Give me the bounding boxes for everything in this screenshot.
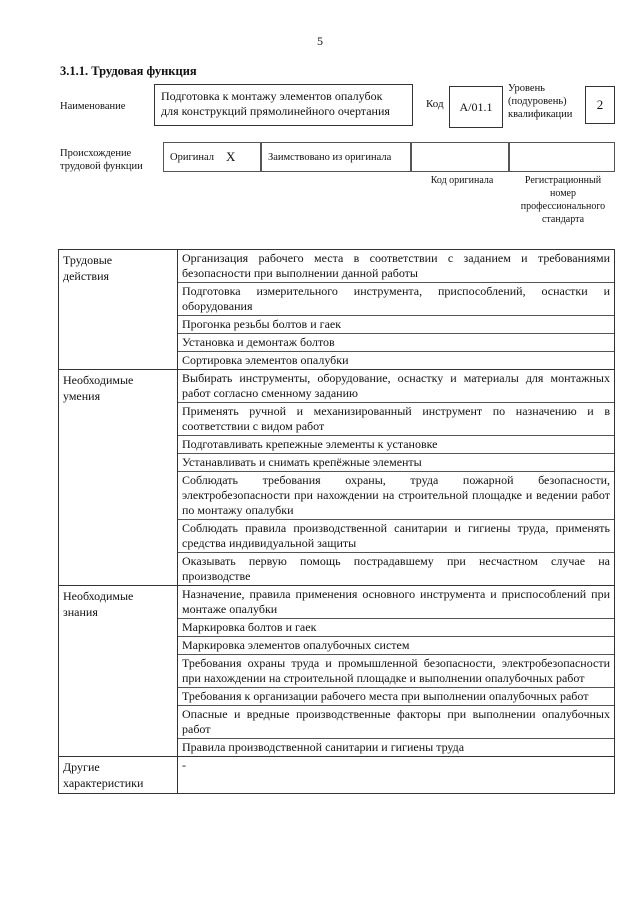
reg-number-caption [510, 174, 616, 226]
table-row-knowledge [59, 586, 615, 757]
category-cell [59, 370, 178, 586]
original-label: Оригинал [170, 151, 214, 163]
list-item: Установка и демонтаж болтов [178, 334, 614, 352]
items-cell [178, 250, 615, 370]
code-original-caption: Код оригинала [430, 175, 494, 186]
list-item: Применять ручной и механизированный инструмент по назначению и в соответствии с видом работ [178, 403, 614, 436]
level-value: 2 [596, 97, 604, 112]
list-item: Соблюдать правила производственной санитарии и гигиены труда, применять средства индивидуальной защиты [178, 520, 614, 553]
category-line2: знания [63, 605, 98, 619]
level-box [585, 86, 615, 124]
function-name-box [154, 84, 413, 126]
original-mark: X [226, 149, 236, 164]
code-original-cell [411, 142, 509, 172]
category-line2: характеристики [63, 776, 144, 790]
reg-caption-line3: профессионального [520, 201, 606, 212]
code-label: Код [426, 98, 444, 110]
origin-label-line1: Происхождение [60, 148, 132, 159]
list-item: Требования охраны труда и промышленной безопасности, электробезопасности при нахождении на строительной площадке и выполнении опалубочных работ [178, 655, 614, 688]
category-cell [59, 586, 178, 757]
list-item: Устанавливать и снимать крепёжные элементы [178, 454, 614, 472]
function-name-line2: для конструкций прямолинейного очертания [161, 104, 390, 118]
reg-caption-line1: Регистрационный [524, 175, 602, 186]
reg-caption-line4: стандарта [541, 214, 585, 225]
category-line2: действия [63, 269, 110, 283]
table-row-labor-actions [59, 250, 615, 370]
origin-row [163, 142, 615, 172]
table-row-other [59, 757, 615, 794]
list-item: Подготавливать крепежные элементы к установке [178, 436, 614, 454]
section-title: 3.1.1. Трудовая функция [60, 64, 197, 78]
list-item: Организация рабочего места в соответствии с заданием и требованиями безопасности при выполнении данной работы [178, 250, 614, 283]
reg-number-cell [509, 142, 615, 172]
list-item: Правила производственной санитарии и гигиены труда [182, 740, 465, 754]
list-item: Назначение, правила применения основного инструмента и приспособлений при монтаже опалубки [178, 586, 614, 619]
list-item: Подготовка измерительного инструмента, приспособлений, оснастки и оборудования [178, 283, 614, 316]
list-item: Оказывать первую помощь пострадавшему при несчастном случае на производстве [182, 554, 610, 583]
origin-label-line2: трудовой функции [60, 161, 143, 172]
code-box [449, 86, 503, 128]
level-label-line2: (подуровень) [508, 96, 567, 107]
category-line1: Необходимые [63, 589, 134, 603]
table-row-skills [59, 370, 615, 586]
items-cell [178, 586, 615, 757]
level-label-line1: Уровень [508, 83, 545, 94]
level-label-line3: квалификации [508, 109, 573, 120]
list-item: Прогонка резьбы болтов и гаек [178, 316, 614, 334]
origin-label [60, 147, 143, 173]
list-item: - [182, 758, 186, 772]
items-cell [178, 370, 615, 586]
code-value: A/01.1 [459, 99, 493, 114]
level-label [508, 82, 580, 121]
category-line2: умения [63, 389, 101, 403]
category-line1: Необходимые [63, 373, 134, 387]
borrowed-cell: Заимствовано из оригинала [261, 142, 411, 172]
category-cell [59, 250, 178, 370]
category-line1: Другие [63, 760, 100, 774]
original-cell [163, 142, 261, 172]
category-line1: Трудовые [63, 253, 113, 267]
list-item: Соблюдать требования охраны, труда пожарной безопасности, электробезопасности при нахождении на строительной площадке и ведении работ по монтажу опалубки [178, 472, 614, 520]
list-item: Выбирать инструменты, оборудование, оснастку и материалы для монтажных работ согласно сменному заданию [178, 370, 614, 403]
items-cell [178, 757, 615, 794]
list-item: Требования к организации рабочего места при выполнении опалубочных работ [178, 688, 614, 706]
page-number: 5 [317, 34, 323, 48]
function-name-line1: Подготовка к монтажу элементов опалубок [161, 89, 383, 103]
list-item: Маркировка болтов и гаек [178, 619, 614, 637]
reg-caption-line2: номер [550, 188, 576, 199]
list-item: Опасные и вредные производственные факторы при выполнении опалубочных работ [178, 706, 614, 739]
category-cell [59, 757, 178, 794]
name-label: Наименование [60, 101, 126, 112]
list-item: Сортировка элементов опалубки [182, 353, 349, 367]
list-item: Маркировка элементов опалубочных систем [178, 637, 614, 655]
function-table [58, 249, 615, 794]
